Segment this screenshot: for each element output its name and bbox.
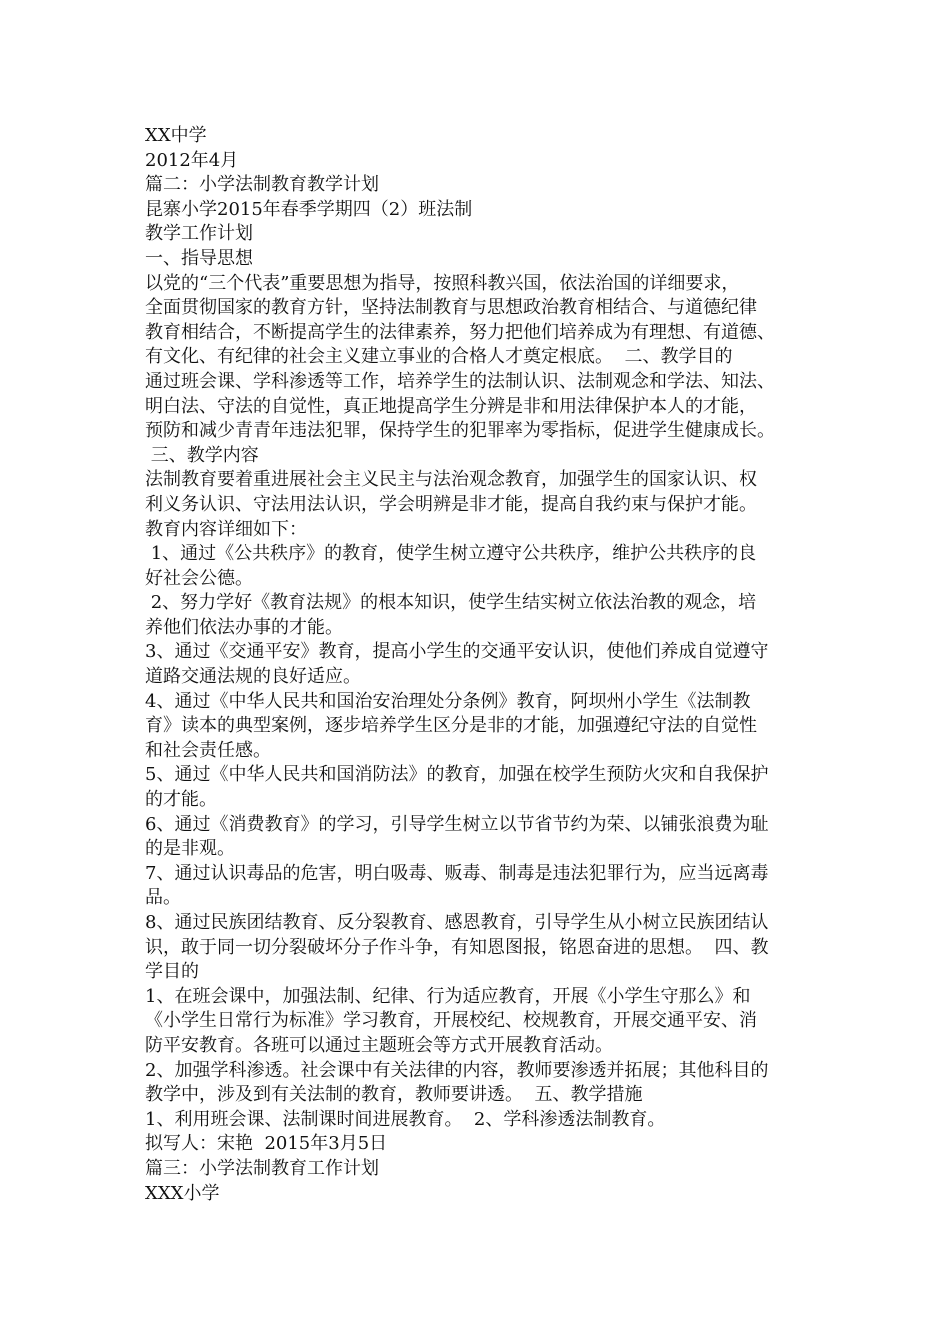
document-body	[145, 124, 813, 1206]
text-line: 教学中，涉及到有关法制的教育，教师要讲透。 五、教学措施	[145, 1084, 643, 1106]
text-line: XXX小学	[145, 1182, 220, 1204]
text-line: 1、利用班会课、法制课时间进展教育。 2、学科渗透法制教育。	[145, 1108, 666, 1130]
text-line: 2012年4月	[145, 149, 239, 171]
text-line: 8、通过民族团结教育、反分裂教育、感恩教育，引导学生从小树立民族团结认	[145, 912, 769, 933]
text-line: 道路交通法规的良好适应。	[145, 666, 361, 688]
text-line: 育》读本的典型案例，逐步培养学生区分是非的才能，加强遵纪守法的自觉性	[145, 715, 757, 737]
text-line: 6、通过《消费教育》的学习，引导学生树立以节省节约为荣、以铺张浪费为耻	[145, 813, 769, 835]
text-line: 教育内容详细如下：	[145, 518, 307, 540]
text-line: 有文化、有纪律的社会主义建立事业的合格人才奠定根底。 二、教学目的	[145, 346, 733, 368]
text-line: 养他们依法办事的才能。	[145, 616, 343, 638]
text-line: 品。	[145, 887, 181, 909]
text-line: 全面贯彻国家的教育方针，坚持法制教育与思想政治教育相结合、与道德纪律	[145, 297, 757, 319]
text-line: 3、通过《交通平安》教育，提高小学生的交通平安认识，使他们养成自觉遵守	[145, 641, 769, 663]
text-line: 教育相结合，不断提高学生的法律素养，努力把他们培养成为有理想、有道德、	[145, 321, 775, 343]
author-date-line: 拟写人：宋艳 2015年3月5日	[145, 1133, 388, 1155]
text-line: 《小学生日常行为标准》学习教育，开展校纪、校规教育，开展交通平安、消	[145, 1010, 757, 1032]
text-line: XX中学	[145, 125, 207, 146]
text-line: 识，敢于同一切分裂破坏分子作斗争，有知恩图报，铭恩奋进的思想。 四、教	[145, 936, 769, 958]
text-line: 的是非观。	[145, 838, 235, 860]
text-line: 学目的	[145, 961, 199, 983]
text-line: 2、加强学科渗透。社会课中有关法律的内容，教师要渗透并拓展；其他科目的	[145, 1059, 769, 1081]
section-heading: 篇三：小学法制教育工作计划	[145, 1157, 379, 1179]
text-line: 以党的“三个代表”重要思想为指导，按照科教兴国，依法治国的详细要求，	[145, 272, 740, 294]
section-heading: 篇二：小学法制教育教学计划	[145, 174, 379, 196]
section-heading: 三、教学内容	[145, 444, 259, 466]
text-line: 和社会责任感。	[145, 739, 271, 761]
text-line: 2、努力学好《教育法规》的根本知识，使学生结实树立依法治教的观念，培	[145, 592, 757, 614]
section-heading: 一、指导思想	[145, 247, 253, 269]
text-line: 好社会公德。	[145, 567, 253, 589]
text-line: 防平安教育。各班可以通过主题班会等方式开展教育活动。	[145, 1034, 613, 1056]
text-line: 1、通过《公共秩序》的教育，使学生树立遵守公共秩序，维护公共秩序的良	[145, 543, 757, 565]
text-line: 利义务认识、守法用法认识，学会明辨是非才能，提高自我约束与保护才能。	[145, 493, 757, 515]
text-line: 4、通过《中华人民共和国治安治理处分条例》教育，阿坝州小学生《法制教	[145, 690, 751, 712]
text-line: 预防和减少青青年违法犯罪，保持学生的犯罪率为零指标，促进学生健康成长。	[145, 420, 775, 442]
text-line: 明白法、守法的自觉性，真正地提高学生分辨是非和用法律保护本人的才能，	[145, 395, 757, 417]
text-line: 1、在班会课中，加强法制、纪律、行为适应教育，开展《小学生守那么》和	[145, 985, 751, 1007]
text-line: 通过班会课、学科渗透等工作，培养学生的法制认识、法制观念和学法、知法、	[145, 370, 775, 392]
text-line: 的才能。	[145, 789, 217, 811]
text-line: 5、通过《中华人民共和国消防法》的教育，加强在校学生预防火灾和自我保护	[145, 764, 769, 786]
text-line: 教学工作计划	[145, 223, 253, 245]
text-line: 7、通过认识毒品的危害，明白吸毒、贩毒、制毒是违法犯罪行为，应当远离毒	[145, 862, 769, 884]
text-line: 昆寨小学2015年春季学期四（2）班法制	[145, 198, 473, 220]
text-line: 法制教育要着重进展社会主义民主与法治观念教育，加强学生的国家认识、权	[145, 469, 757, 491]
